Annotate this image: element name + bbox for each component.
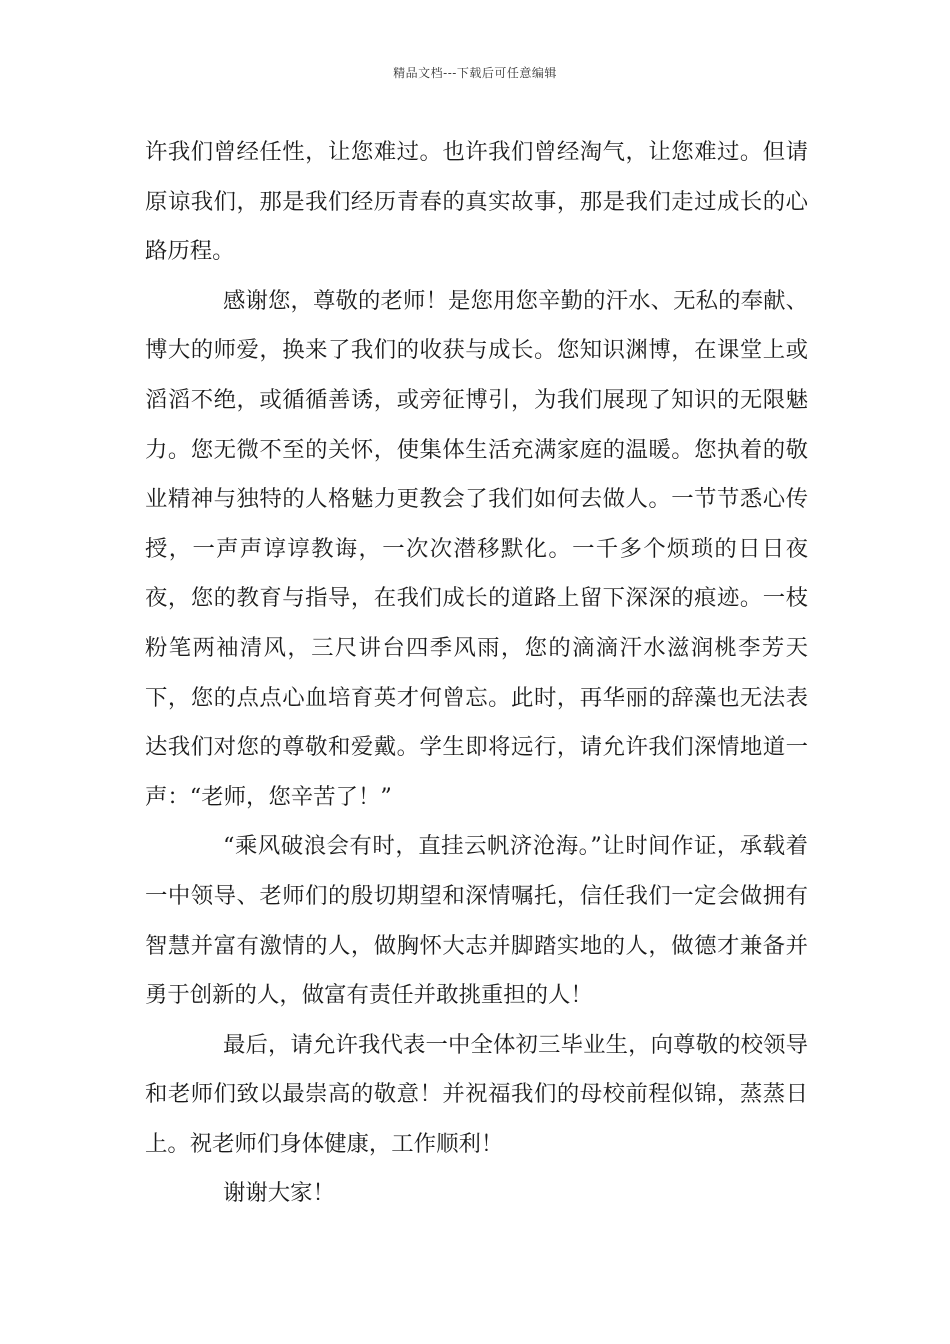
paragraph-gratitude: 感谢您，尊敬的老师！是您用您辛勤的汗水、无私的奉献、博大的师爱，换来了我们的收获与成长。您知识渊博，在课堂上或滔滔不绝，或循循善诱，或旁征博引，为我们展现了知识的无限魅力。您无微不至的关怀，使集体生活充满家庭的温暖。您执着的敬业精神与独特的人格魅力更教会了我们如何去做人。一节节悉心传授，一声声谆谆教诲，一次次潜移默化。一千多个烦琐的日日夜夜，您的教育与指导，在我们成长的道路上留下深深的痕迹。一枝粉笔两袖清风，三尺讲台四季风雨，您的滴滴汗水滋润桃李芳天下，您的点点心血培育英才何曾忘。此时，再华丽的辞藻也无法表达我们对您的尊敬和爱戴。学生即将远行，请允许我们深情地道一声：“老师，您辛苦了！” (145, 287, 808, 810)
paragraph-aspiration: “乘风破浪会有时，直挂云帆济沧海。”让时间作证，承载着一中领导、老师们的殷切期望和深情嘱托，信任我们一定会做拥有智慧并富有激情的人，做胸怀大志并脚踏实地的人，做德才兼备并勇于创新的人，做富有责任并敢挑重担的人！ (145, 833, 808, 1009)
document-body (145, 128, 808, 1219)
paragraph-closing: 最后，请允许我代表一中全体初三毕业生，向尊敬的校领导和老师们致以最崇高的敬意！并祝福我们的母校前程似锦，蒸蒸日上。祝老师们身体健康，工作顺利！ (145, 1031, 808, 1157)
paragraph-continuation: 许我们曾经任性，让您难过。也许我们曾经淘气，让您难过。但请原谅我们，那是我们经历青春的真实故事，那是我们走过成长的心路历程。 (145, 139, 808, 265)
paragraph-thanks: 谢谢大家！ (223, 1180, 335, 1207)
page-header: 精品文档---下载后可任意编辑 (393, 66, 557, 80)
